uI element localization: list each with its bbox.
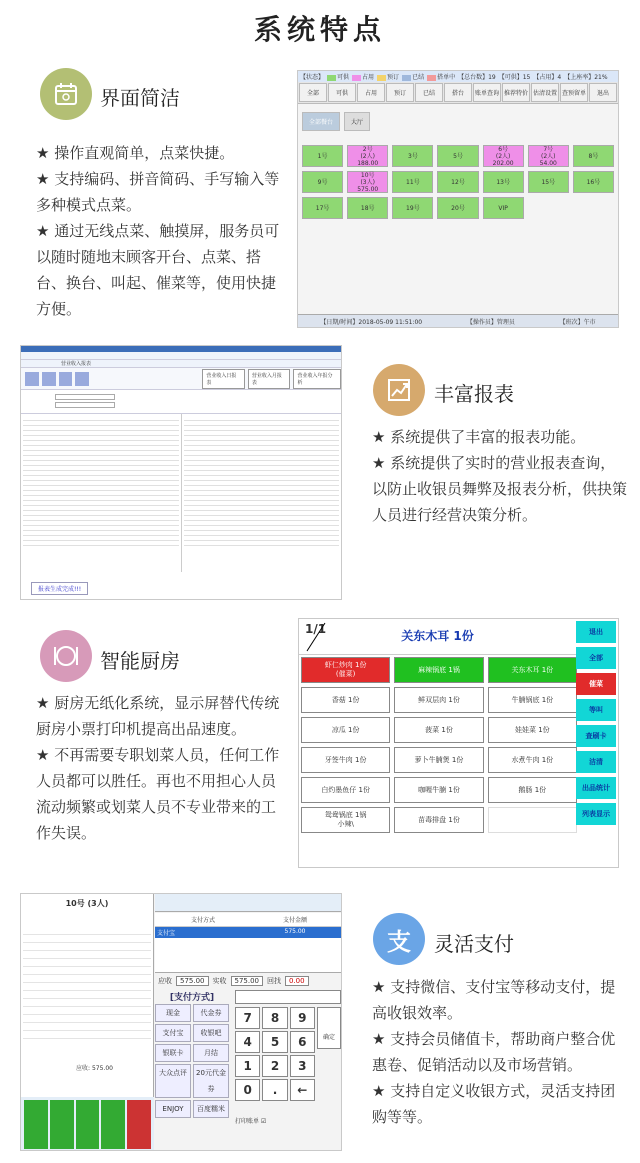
amount-bar <box>155 974 342 988</box>
order-row[interactable] <box>23 983 151 991</box>
dish-grid <box>301 657 577 833</box>
table-title: 10号 (3人) <box>65 899 109 908</box>
keypad-key[interactable]: 6 <box>290 1031 315 1053</box>
table-tile[interactable]: 18号 <box>347 197 388 219</box>
report-screenshot <box>20 345 342 600</box>
dish-ticket[interactable]: 菠菜 1份 <box>394 717 483 743</box>
kitchen-header <box>299 619 576 655</box>
menu-bar <box>21 352 341 360</box>
pay-method-grid <box>155 1004 229 1118</box>
pay-method-cell[interactable]: 支付宝 <box>157 930 176 937</box>
bullet: ★ 通过无线点菜、触摸屏，服务员可以随时随地末顾客开台、点菜、搭台、换台、叫起、催菜等，使用快捷方便。 <box>36 222 280 318</box>
table-tile[interactable]: 15号 <box>528 171 569 193</box>
payment-screenshot <box>20 893 342 1151</box>
order-list <box>21 927 153 1039</box>
filter-available-button[interactable]: 可供 <box>328 83 356 102</box>
pay-method-button[interactable]: ENJOY <box>155 1100 191 1118</box>
report-table-right <box>182 414 342 572</box>
feature-bullets-ui <box>36 140 282 322</box>
dish-ticket[interactable]: 关东木耳 1份 <box>488 657 577 683</box>
datetime: 【日期/时间】2018-05-09 11:51:00 <box>320 318 423 326</box>
order-row[interactable] <box>23 1031 151 1039</box>
bullet: ★ 系统提供了丰富的报表功能。 <box>372 428 586 446</box>
legend-item: 搭单中 <box>437 74 456 81</box>
keypad-key[interactable]: 0 <box>235 1079 260 1101</box>
keypad-key[interactable]: 2 <box>262 1055 287 1077</box>
confirm-button[interactable]: 确定 <box>317 1007 341 1049</box>
add-icon[interactable] <box>76 1100 100 1149</box>
dish-ticket[interactable]: 萝卜牛腩煲 1份 <box>394 747 483 773</box>
page-count: 1/1 <box>305 622 327 636</box>
keypad-key[interactable]: 4 <box>235 1031 260 1053</box>
receivable-label: 应收 <box>158 977 172 985</box>
alipay-icon: 支 <box>373 913 425 965</box>
bullet: ★ 操作直观简单，点菜快捷。 <box>36 144 235 162</box>
page-title: 系统特点 <box>253 13 386 46</box>
bill-query-button[interactable]: 账单查询 <box>473 83 501 102</box>
total-tables: 【总台数】19 <box>458 74 496 81</box>
dish-ticket[interactable]: 麻辣锅底 1锅 <box>394 657 483 683</box>
table-tile[interactable]: 11号 <box>392 171 433 193</box>
order-row[interactable] <box>23 951 151 959</box>
keypad-key[interactable]: ← <box>290 1079 315 1101</box>
available-count: 【可供】15 <box>498 74 531 81</box>
dish-ticket[interactable]: 苗毒排盘 1份 <box>394 807 483 833</box>
toolbar <box>298 82 618 104</box>
payment-table <box>155 913 342 973</box>
pay-method-button[interactable]: 现金 <box>155 1004 191 1022</box>
kitchen-side-button[interactable]: 洁清 <box>576 751 616 773</box>
occupancy-rate: 【上座率】21% <box>564 74 608 81</box>
soldout-settings-button[interactable]: 估清设置 <box>531 83 559 102</box>
kitchen-sidebar <box>576 621 616 825</box>
order-row[interactable] <box>23 927 151 935</box>
table-map-screenshot <box>297 70 619 328</box>
up-arrow-icon[interactable] <box>24 1100 48 1149</box>
report-row <box>23 541 179 546</box>
order-row[interactable] <box>23 967 151 975</box>
kitchen-display-screenshot <box>298 618 619 868</box>
occupied-count: 【占用】4 <box>533 74 562 81</box>
table-tile[interactable]: 8号 <box>573 145 614 167</box>
kitchen-side-button[interactable]: 查刷卡 <box>576 725 616 747</box>
area-all-tab[interactable]: 全部餐台 <box>302 112 340 131</box>
legend-item: 占用 <box>362 74 375 81</box>
dish-ticket[interactable]: 香菇 1份 <box>301 687 390 713</box>
col-amount: 支付金额 <box>282 917 307 924</box>
bullet: ★ 支持微信、支付宝等移动支付，提高收银效率。 <box>372 978 616 1022</box>
top-toolbar <box>155 894 342 912</box>
dish-ticket[interactable] <box>488 807 577 833</box>
keypad-key[interactable]: 1 <box>235 1055 260 1077</box>
table-tile[interactable]: 9号 <box>302 171 343 193</box>
delete-icon[interactable] <box>127 1100 151 1149</box>
kitchen-side-button[interactable]: 列表显示 <box>576 803 616 825</box>
specials-button[interactable]: 推荐特价 <box>502 83 530 102</box>
pay-amount-cell: 575.00 <box>284 928 306 935</box>
order-row[interactable] <box>23 1023 151 1031</box>
keypad-key[interactable]: 3 <box>290 1055 315 1077</box>
share-table-button[interactable]: 搭台 <box>444 83 472 102</box>
filter-reserved-button[interactable]: 预订 <box>386 83 414 102</box>
legend-item: 预订 <box>387 74 400 81</box>
order-total <box>76 1063 113 1072</box>
keypad-key[interactable]: 5 <box>262 1031 287 1053</box>
total-value: 575.00 <box>91 1065 113 1072</box>
reserved-orders-button[interactable]: 查预留单 <box>560 83 588 102</box>
pay-method-button[interactable]: 银联卡 <box>155 1044 191 1062</box>
legend-item: 可供 <box>337 74 350 81</box>
search-icon[interactable] <box>25 372 39 386</box>
dish-ticket[interactable]: 鲜双层肉 1份 <box>394 687 483 713</box>
col-method: 支付方式 <box>190 917 215 924</box>
dish-ticket[interactable]: 凉瓜 1份 <box>301 717 390 743</box>
yearly-report-button[interactable]: 营业收入年报分析 <box>293 369 341 389</box>
monthly-report-button[interactable]: 营业收入月报表 <box>248 369 291 389</box>
export-icon[interactable] <box>42 372 56 386</box>
amount-input[interactable] <box>235 990 341 1004</box>
bullet: ★ 系统提供了实时的营业报表查询，以防止收银员舞弊及报表分析，供抉策人员进行经营决策分析。 <box>372 454 628 524</box>
keypad-key[interactable]: 9 <box>290 1007 315 1029</box>
dish-ticket[interactable]: 鹅肠 1份 <box>488 777 577 803</box>
close-icon[interactable] <box>75 372 89 386</box>
kitchen-side-button[interactable]: 全部 <box>576 647 616 669</box>
keypad-key[interactable]: . <box>262 1079 287 1101</box>
order-row[interactable] <box>23 943 151 951</box>
exit-button[interactable]: 退出 <box>589 83 617 102</box>
table-tile[interactable]: VIP <box>483 197 524 219</box>
calendar-icon <box>40 68 92 120</box>
actual-label: 实收 <box>212 977 227 985</box>
start-date-field[interactable] <box>55 394 115 400</box>
chart-icon <box>373 364 425 416</box>
report-table-left <box>21 414 182 572</box>
kitchen-side-button[interactable]: 退出 <box>576 621 616 643</box>
feature-bullets-kitchen <box>36 690 282 846</box>
pay-method-button[interactable]: 支付宝 <box>155 1024 191 1042</box>
pay-methods-title: [支付方式] <box>169 993 215 1003</box>
pay-method-button[interactable]: 代金券 <box>193 1004 229 1022</box>
table-tile[interactable]: 7号 (2人) 54.00 <box>528 145 569 167</box>
order-panel <box>21 894 154 1151</box>
change-label: 回找 <box>267 977 281 985</box>
legend-label: 【状态】 <box>300 74 325 81</box>
table-tile[interactable]: 17号 <box>302 197 343 219</box>
order-row[interactable] <box>23 1007 151 1015</box>
table-tile[interactable]: 20号 <box>437 197 478 219</box>
print-bill-label: 打印账单 <box>235 1118 260 1125</box>
feature-bullets-payment <box>372 974 628 1130</box>
table-tile[interactable]: 1号 <box>302 145 343 167</box>
actual-field[interactable]: 575.00 <box>231 976 264 986</box>
order-actions <box>21 1097 154 1151</box>
table-grid <box>298 135 618 229</box>
operator: 【操作员】管理员 <box>466 318 515 326</box>
kitchen-side-button[interactable]: 催菜 <box>576 673 616 695</box>
pay-method-button[interactable]: 大众点评 <box>155 1064 191 1098</box>
feature-bullets-reports <box>372 424 628 528</box>
bullet: ★ 支持会员储值卡，帮助商户整合优惠卷、促销活动以及市场营销。 <box>372 1030 616 1074</box>
pay-method-button[interactable]: 20元代金券 <box>193 1064 229 1098</box>
dish-ticket[interactable]: 咖喱牛腩 1份 <box>394 777 483 803</box>
down-arrow-icon[interactable] <box>50 1100 74 1149</box>
cutlery-icon <box>40 630 92 682</box>
filter-settled-button[interactable]: 已结 <box>415 83 443 102</box>
feature-title-kitchen: 智能厨房 <box>100 649 180 673</box>
filter-occupied-button[interactable]: 占用 <box>357 83 385 102</box>
table-tile[interactable]: 13号 <box>483 171 524 193</box>
table-tile[interactable]: 3号 <box>392 145 433 167</box>
print-bill-toggle[interactable]: 打印账单 ☑ <box>235 1118 267 1125</box>
feature-title-ui: 界面简洁 <box>100 86 180 110</box>
pay-method-button[interactable]: 百度糯米 <box>193 1100 229 1118</box>
area-hall-tab[interactable]: 大厅 <box>344 112 370 131</box>
table-tile[interactable]: 10号 (3人) 575.00 <box>347 171 388 193</box>
end-date-field[interactable] <box>55 402 115 408</box>
receivable-field: 575.00 <box>176 976 209 986</box>
bullet: ★ 支持自定义收银方式，灵活支持团购等等。 <box>372 1082 616 1126</box>
feature-title-reports: 丰富报表 <box>434 382 514 406</box>
status-legend <box>298 71 618 82</box>
order-row[interactable] <box>23 991 151 999</box>
minus-icon[interactable] <box>101 1100 125 1149</box>
keypad-key[interactable]: 7 <box>235 1007 260 1029</box>
bullet: ★ 厨房无纸化系统，显示屏替代传统厨房小票打印机提高出品速度。 <box>36 694 280 738</box>
keypad <box>235 1007 315 1101</box>
dish-ticket[interactable]: 白灼墨鱼仔 1份 <box>301 777 390 803</box>
order-row[interactable] <box>23 999 151 1007</box>
table-tile[interactable]: 16号 <box>573 171 614 193</box>
table-tile[interactable]: 19号 <box>392 197 433 219</box>
report-row <box>184 541 340 546</box>
feature-title-payment: 灵活支付 <box>434 932 514 956</box>
order-row[interactable] <box>23 935 151 943</box>
current-dish: 关东木耳 1份 <box>401 629 474 643</box>
report-tab[interactable]: 营业收入报表 <box>21 360 341 368</box>
order-row[interactable] <box>23 959 151 967</box>
dish-ticket[interactable]: 牙签牛肉 1份 <box>301 747 390 773</box>
table-tile[interactable]: 12号 <box>437 171 478 193</box>
dish-ticket[interactable]: 水煮牛肉 1份 <box>488 747 577 773</box>
daily-report-button[interactable]: 营业收入日报表 <box>202 369 245 389</box>
filter-panel <box>21 390 341 414</box>
shift: 【班次】午市 <box>559 318 596 326</box>
table-tile[interactable]: 6号 (2人) 202.00 <box>483 145 524 167</box>
keypad-key[interactable]: 8 <box>262 1007 287 1029</box>
table-tile[interactable]: 5号 <box>437 145 478 167</box>
order-row[interactable] <box>23 975 151 983</box>
order-row[interactable] <box>23 1015 151 1023</box>
print-icon[interactable] <box>59 372 73 386</box>
legend-item: 已结 <box>412 74 425 81</box>
dish-ticket[interactable]: 牛腩锅底 1份 <box>488 687 577 713</box>
kitchen-side-button[interactable]: 等叫 <box>576 699 616 721</box>
pay-method-button[interactable]: 月结 <box>193 1044 229 1062</box>
bullet: ★ 不再需要专职划菜人员，任何工作人员都可以胜任。再也不用担心人员流动频繁或划菜人员不专业带来的工作失误。 <box>36 746 280 842</box>
status-bar <box>298 314 618 327</box>
kitchen-side-button[interactable]: 出品统计 <box>576 777 616 799</box>
pay-method-button[interactable]: 收银吧 <box>193 1024 229 1042</box>
total-label: 应收: <box>76 1065 91 1072</box>
table-tile[interactable]: 2号 (2人) 188.00 <box>347 145 388 167</box>
dish-ticket[interactable]: 虾仁炒肉 1份 (催菜) <box>301 657 390 683</box>
dish-ticket[interactable]: 鸳鸯锅底 1锅 小辣\ <box>301 807 390 833</box>
change-field: 0.00 <box>285 976 309 986</box>
filter-all-button[interactable]: 全部 <box>299 83 327 102</box>
bullet: ★ 支持编码、拼音简码、手写输入等多种模式点菜。 <box>36 170 280 214</box>
dish-ticket[interactable]: 娃娃菜 1份 <box>488 717 577 743</box>
status-message: 报表生成完成!!! <box>31 582 88 595</box>
